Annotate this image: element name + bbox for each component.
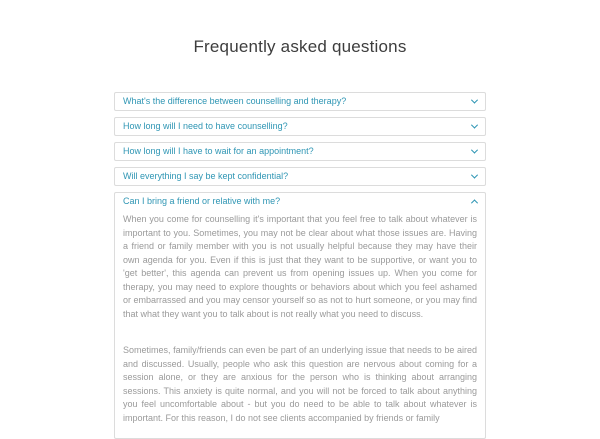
faq-item-header[interactable] (115, 93, 485, 110)
faq-answer-paragraph: When you come for counselling it's important that you feel free to talk about whatever is important to you. Sometimes, you may not be clear about what those issues are. Having a friend or family member with you is not usually helpful because they may have their own agenda for you. Even if this is just that they want to be supportive, or want you to 'get better', this agenda can prevent us from opening issues up. When you come for therapy, you may need to explore thoughts or behaviors about which you feel ashamed or embarrassed and you may censor yourself so as not to hurt someone, or you may find that what they want you to talk about is not really what you need to discuss. (123, 214, 477, 319)
faq-answer-paragraph: Sometimes, family/friends can even be part of an underlying issue that needs to be aired and discussed. Usually, people who ask this question are nervous about coming for a session alone, or they are anxious for the person who is thinking about arranging sessions. This anxiety is quite normal, and you will not be forced to talk about anything you feel uncomfortable about - but you do need to be able to talk about whatever is important. For this reason, I do not see clients accompanied by friends or family (123, 345, 477, 423)
chevron-down-icon (471, 172, 478, 179)
faq-question-label: How long will I have to wait for an appointment? (123, 146, 314, 156)
faq-item-header[interactable] (115, 143, 485, 160)
faq-question-label: Will everything I say be kept confidential? (123, 171, 289, 181)
faq-item-header[interactable] (115, 193, 485, 210)
faq-item-counselling-vs-therapy[interactable] (114, 92, 486, 111)
page-title: Frequently asked questions (193, 37, 407, 56)
faq-question-label: How long will I need to have counselling? (123, 121, 288, 131)
chevron-up-icon (471, 199, 478, 206)
chevron-down-icon (471, 97, 478, 104)
faq-item-wait-appointment[interactable] (114, 142, 486, 161)
faq-answer (115, 210, 485, 438)
faq-item-confidential[interactable] (114, 167, 486, 186)
faq-question-label: Can I bring a friend or relative with me? (123, 196, 281, 206)
faq-item-header[interactable] (115, 168, 485, 185)
faq-question-label: What's the difference between counselling and therapy? (123, 96, 347, 106)
faq-accordion (114, 92, 486, 439)
chevron-down-icon (471, 122, 478, 129)
faq-item-how-long-counselling[interactable] (114, 117, 486, 136)
faq-item-header[interactable] (115, 118, 485, 135)
chevron-down-icon (471, 147, 478, 154)
faq-item-bring-friend[interactable] (114, 192, 486, 439)
